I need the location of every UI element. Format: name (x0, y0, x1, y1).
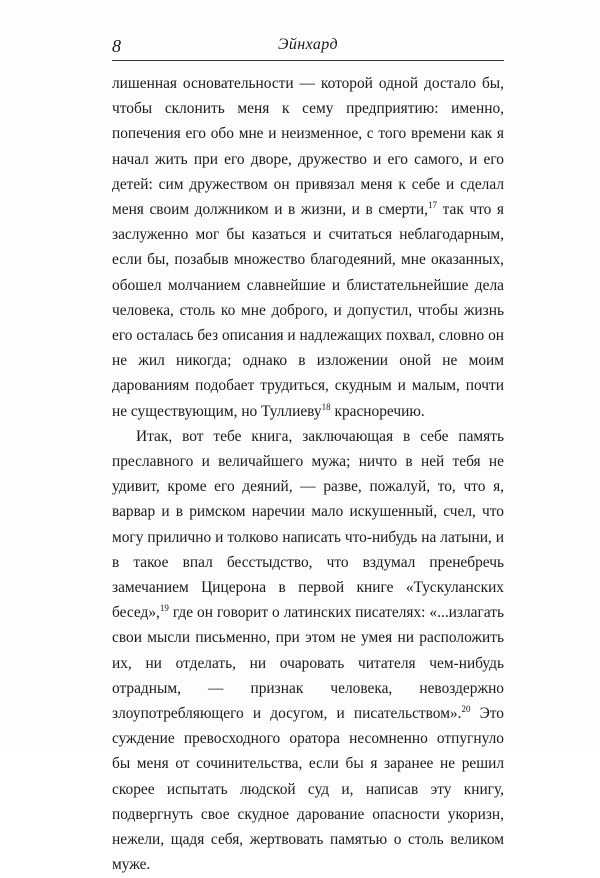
paragraph-1-text-b: так что я заслуженно мог бы казаться и считаться неблагодарным, если бы, позабыв множество благодеяний, мне оказанных, обошел молчанием славнейшие и блистательнейшие дела человека, столь ко мне доброго, и допустил, чтобы жизнь его осталась без описания и надлежащих похвал, словно он не жил никогда; однако в изложении оной не моим дарованиям подобает трудиться, скудным и малым, почти не существующим, но Туллиеву (112, 201, 504, 420)
paragraph-2-text-b: где он говорит о латинских писателях: «...излагать свои мысли письменно, при этом не умея ни расположить их, ни отделать, ни очаровать читателя чем-нибудь отрадным, — признак человека, невоздержно злоупотребляющего и досугом, и писательством». (112, 604, 504, 723)
paragraph-2-text-a: Итак, вот тебе книга, заключающая в себе память преславного и величайшего мужа; ничто в ней тебя не удивит, кроме его деяний, — разве, пожалуй, то, что я, варвар и в римском наречии мало искушенный, счел, что могу прилично и толково написать что-нибудь на латыни, и в такое впал бесстыдство, что вздумал пренебречь замечанием Цицерона в первой книге «Тускуланских бесед», (112, 427, 504, 622)
footnote-ref-19[interactable]: 19 (159, 603, 169, 614)
header-rule (112, 60, 504, 61)
paragraph-1 (112, 71, 504, 424)
running-head: Эйнхард (278, 36, 338, 53)
paragraph-2 (112, 424, 504, 878)
paragraph-1-text-c: красноречию. (330, 402, 425, 420)
paragraph-2-text-c: Это суждение превосходного оратора несомненно отпугнуло бы меня от сочинительства, если бы я заранее не решил скорее испытать людской суд и, написав эту книгу, подвергнуть свое скудное дарование опасности укоризн, нежели, щадя себя, жертвовать памятью о столь великом муже. (112, 705, 504, 874)
paragraph-1-text-a: лишенная основательности — которой одной достало бы, чтобы склонить меня к сему предприятию: именно, попечения его обо мне и неизменное, с того времени как я начал жить при его дворе, дружество и его самого, и его детей: сим дружеством он привязал меня к себе и сделал меня своим должником и в жизни, и в смерти, (112, 75, 504, 219)
footnote-ref-18[interactable]: 18 (321, 401, 331, 412)
page-number: 8 (112, 36, 121, 56)
footnote-ref-20[interactable]: 20 (461, 704, 471, 715)
body-text (112, 71, 504, 878)
page-header (112, 36, 504, 58)
footnote-ref-17[interactable]: 17 (428, 200, 438, 211)
